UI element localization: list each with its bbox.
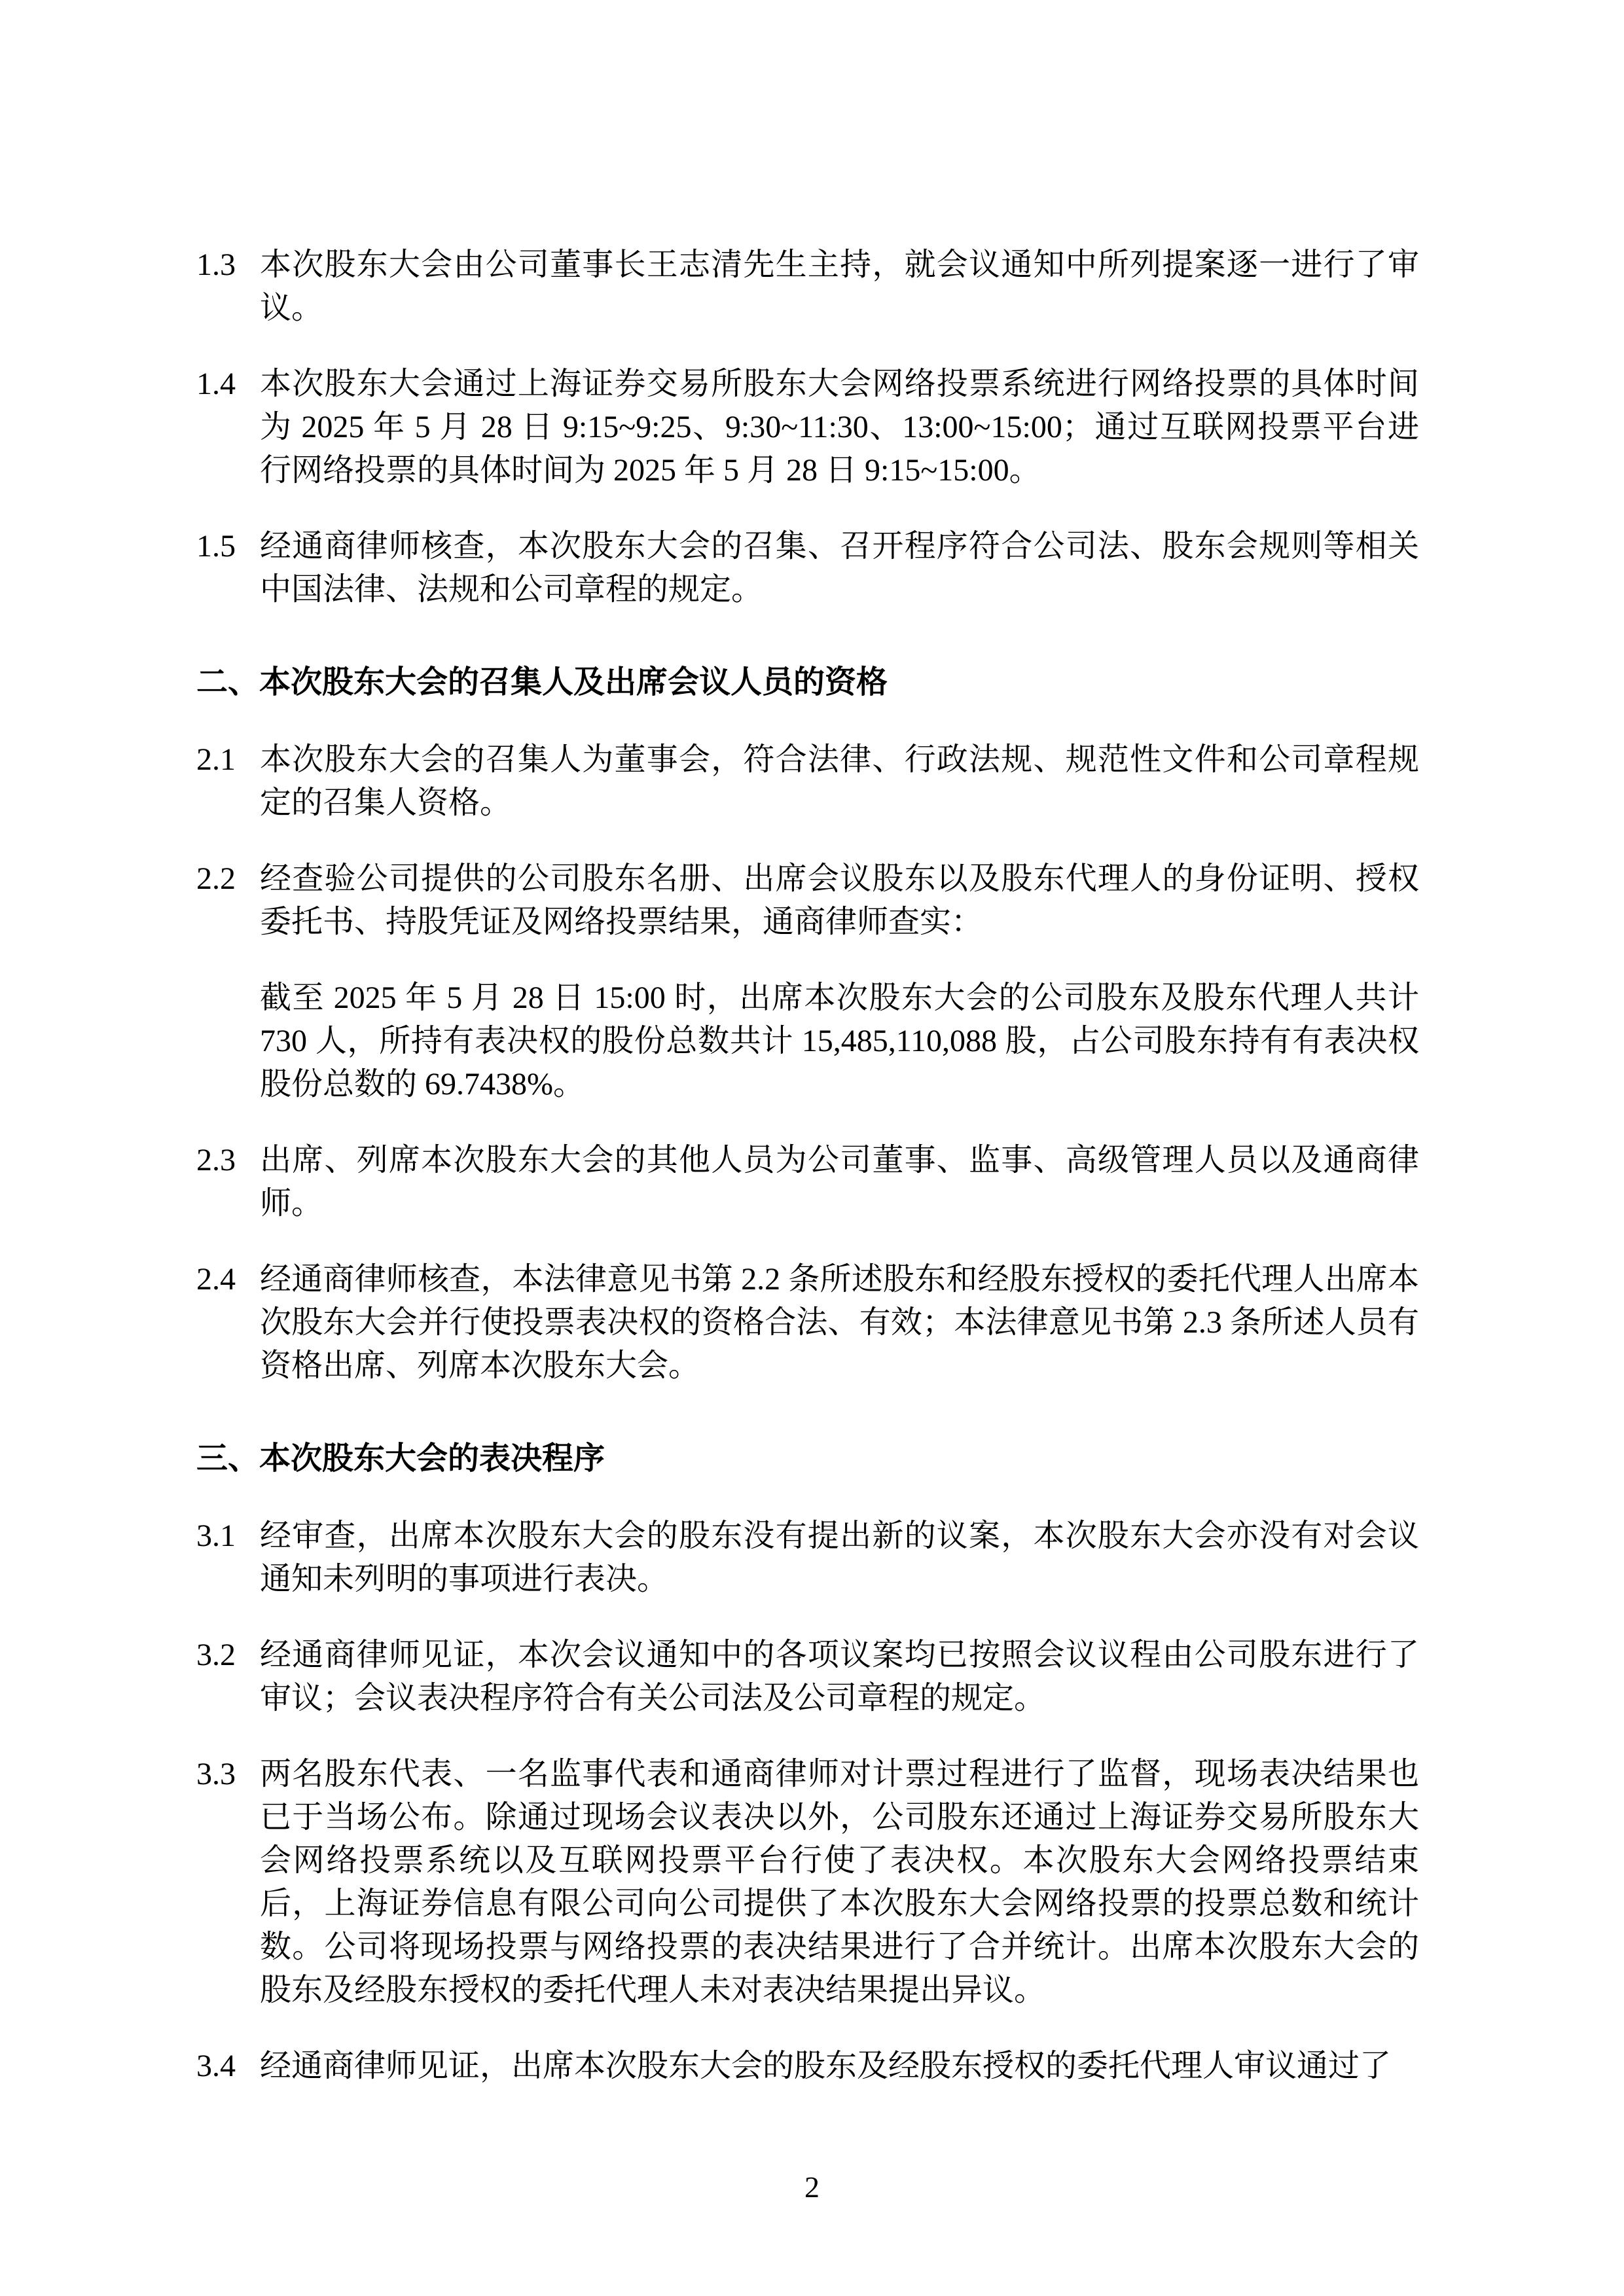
item-number: 2.2 — [196, 861, 236, 896]
document-body — [196, 243, 1419, 2121]
item-number: 3.4 — [196, 2049, 236, 2083]
item-number: 2.1 — [196, 742, 236, 777]
item-text: 本次股东大会通过上海证券交易所股东大会网络投票系统进行网络投票的具体时间为 2025 年 5 月 28 日 9:15~9:25、9:30~11:30、13:00~15:00；通过互联网投票平台进行网络投票的具体时间为 2025 年 5 月 28 日 9:15~15:00。 — [260, 367, 1419, 488]
item-text: 本次股东大会由公司董事长王志清先生主持，就会议通知中所列提案逐一进行了审议。 — [260, 247, 1419, 325]
item-number: 1.4 — [196, 367, 236, 401]
item-number: 2.4 — [196, 1262, 236, 1297]
item-text: 出席、列席本次股东大会的其他人员为公司董事、监事、高级管理人员以及通商律师。 — [260, 1143, 1419, 1221]
item-number: 1.3 — [196, 247, 236, 282]
list-item — [196, 1139, 1419, 1225]
item-text: 经查验公司提供的公司股东名册、出席会议股东以及股东代理人的身份证明、授权委托书、持股凭证及网络投票结果，通商律师查实： — [260, 861, 1419, 939]
list-item — [196, 2045, 1419, 2088]
item-number: 3.2 — [196, 1638, 236, 1672]
list-item — [196, 1515, 1419, 1601]
item-text: 经通商律师见证，本次会议通知中的各项议案均已按照会议议程由公司股东进行了审议；会议表决程序符合有关公司法及公司章程的规定。 — [260, 1638, 1419, 1715]
list-item — [196, 243, 1419, 330]
section-heading: 三、本次股东大会的表决程序 — [196, 1441, 605, 1476]
page-number: 2 — [804, 2170, 820, 2204]
list-item — [196, 738, 1419, 825]
section-heading: 二、本次股东大会的召集人及出席会议人员的资格 — [196, 665, 888, 700]
list-item — [196, 1634, 1419, 1720]
item-text: 本次股东大会的召集人为董事会，符合法律、行政法规、规范性文件和公司章程规定的召集人资格。 — [260, 742, 1419, 820]
continuation-paragraph: 截至 2025 年 5 月 28 日 15:00 时，出席本次股东大会的公司股东及股东代理人共计 730 人，所持有表决权的股份总数共计 15,485,110,088 股，占公司股东持有有表决权股份总数的 69.7438%。 — [260, 980, 1419, 1102]
list-item — [196, 525, 1419, 611]
item-text: 经通商律师核查，本次股东大会的召集、召开程序符合公司法、股东会规则等相关中国法律、法规和公司章程的规定。 — [260, 529, 1419, 607]
item-number: 2.3 — [196, 1143, 236, 1177]
item-text: 经通商律师核查，本法律意见书第 2.2 条所述股东和经股东授权的委托代理人出席本次股东大会并行使投票表决权的资格合法、有效；本法律意见书第 2.3 条所述人员有资格出席、列席本次股东大会。 — [260, 1262, 1419, 1383]
list-item — [196, 1753, 1419, 2012]
item-number: 3.3 — [196, 1757, 236, 1791]
item-number: 3.1 — [196, 1518, 236, 1553]
item-text: 经通商律师见证，出席本次股东大会的股东及经股东授权的委托代理人审议通过了 — [260, 2049, 1392, 2083]
item-number: 1.5 — [196, 529, 236, 564]
item-text: 经审查，出席本次股东大会的股东没有提出新的议案，本次股东大会亦没有对会议通知未列明的事项进行表决。 — [260, 1518, 1419, 1596]
list-item — [196, 1258, 1419, 1388]
item-text: 两名股东代表、一名监事代表和通商律师对计票过程进行了监督，现场表决结果也已于当场公布。除通过现场会议表决以外，公司股东还通过上海证券交易所股东大会网络投票系统以及互联网投票平台行使了表决权。本次股东大会网络投票结束后，上海证券信息有限公司向公司提供了本次股东大会网络投票的投票总数和统计数。公司将现场投票与网络投票的表决结果进行了合并统计。出席本次股东大会的股东及经股东授权的委托代理人未对表决结果提出异议。 — [260, 1757, 1419, 2007]
list-item — [196, 857, 1419, 944]
list-item — [196, 363, 1419, 492]
